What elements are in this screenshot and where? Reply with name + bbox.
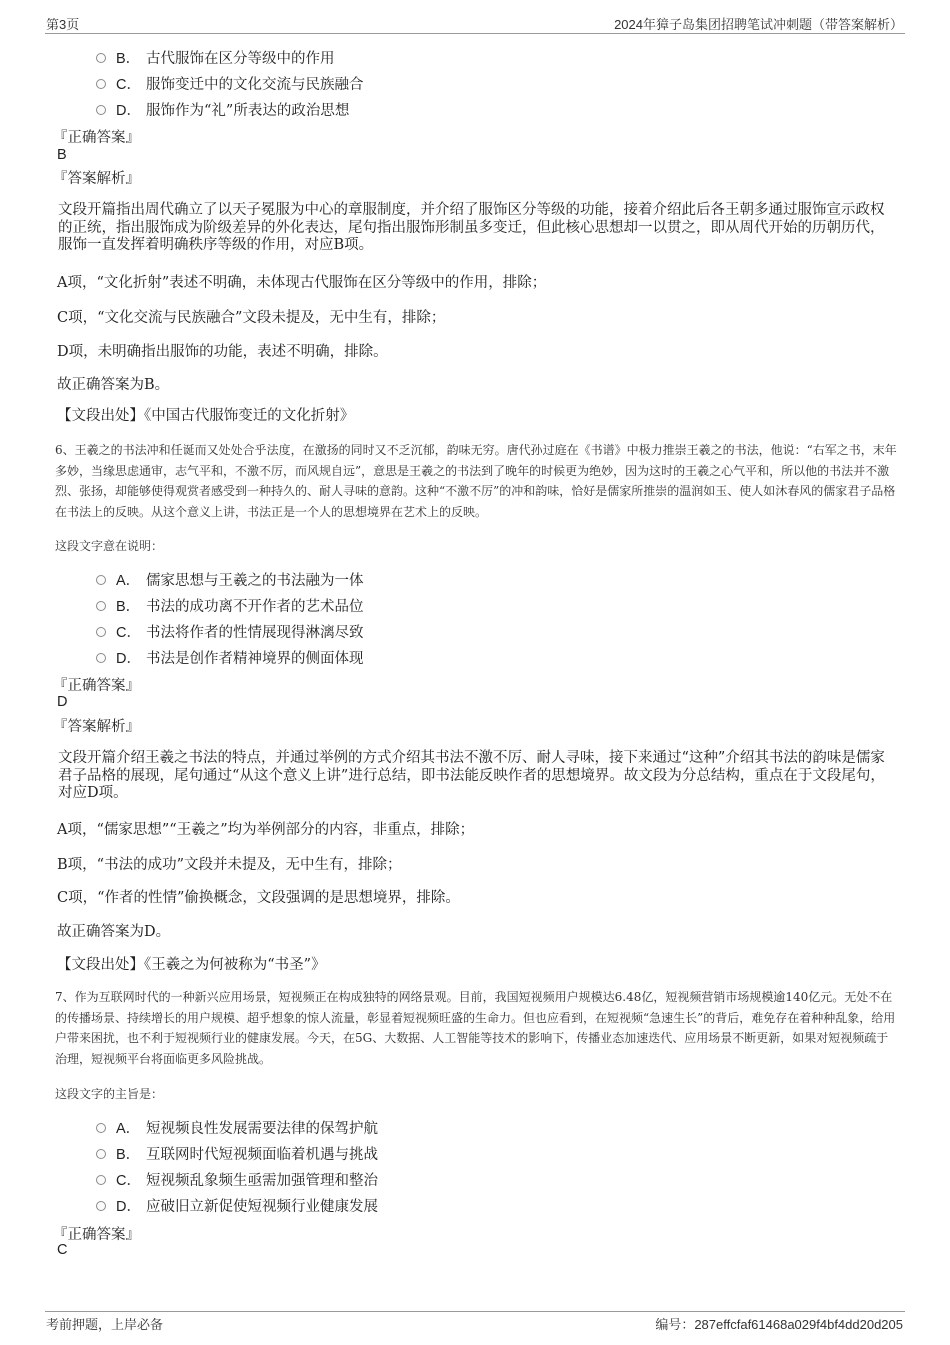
q5-note-d: D项，未明确指出服饰的功能，表述不明确，排除。: [57, 344, 388, 360]
radio-button-icon[interactable]: [96, 1123, 106, 1133]
q6-conclusion: 故正确答案为D。: [57, 924, 171, 940]
page-number: 第3页: [46, 17, 80, 32]
q5-option-c[interactable]: C． 服饰变迁中的文化交流与民族融合: [96, 73, 364, 93]
q7-prompt: 这段文字的主旨是：: [55, 1087, 164, 1101]
q7-question: 7、作为互联网时代的一种新兴应用场景，短视频正在构成独特的网络景观。目前，我国短视频用户规模达6.48亿，短视频营销市场规模逾140亿元。无处不在的传播场景、持续增长的用户规模、超乎想象的惊人流量，彰显着短视频旺盛的生命力。但也应看到，在短视频“急速生长”的背后，难免存在着种种乱象，给用户带来困扰，也不利于短视频行业的健康发展。今天，在5G、大数据、人工智能等技术的影响下，传播业态加速迭代、应用场景不断更新，如果对短视频疏于治理，短视频平台将面临更多风险挑战。: [55, 990, 896, 1066]
q5-note-a: A项，“文化折射”表述不明确，未体现古代服饰在区分等级中的作用，排除；: [57, 275, 547, 291]
q5-source: 【文段出处】《中国古代服饰变迁的文化折射》: [57, 408, 355, 424]
q6-question: 6、王羲之的书法冲和任诞而又处处合乎法度，在激扬的同时又不乏沉郁，韵味无穷。唐代孙过庭在《书谱》中极力推崇王羲之的书法，他说：“右军之书，末年多妙，当缘思虑通审，志气平和，不激不厉，而风规自远”，意思是王羲之的书法到了晚年的时候更为绝妙，因为这时的王羲之心气平和，所以他的书法并不激烈、张扬，却能够使得观赏者感受到一种持久的、耐人寻味的意韵。这种“不激不厉”的冲和韵味，恰好是儒家所推崇的温润如玉、使人如沐春风的儒家君子品格在书法上的反映。从这个意义上讲，书法正是一个人的思想境界在艺术上的反映。: [55, 443, 897, 519]
q6-prompt: 这段文字意在说明：: [55, 539, 164, 553]
q6-answer: D: [57, 694, 68, 710]
q5-conclusion: 故正确答案为B。: [57, 377, 170, 393]
document-title: 2024年獐子岛集团招聘笔试冲刺题（带答案解析）: [614, 17, 903, 32]
q6-source: 【文段出处】《王羲之为何被称为“书圣”》: [57, 957, 326, 973]
q6-option-a[interactable]: A． 儒家思想与王羲之的书法融为一体: [96, 569, 364, 589]
q7-option-d[interactable]: D． 应破旧立新促使短视频行业健康发展: [96, 1195, 378, 1215]
q5-option-d[interactable]: D． 服饰作为“礼”所表达的政治思想: [96, 99, 349, 119]
q5-analysis: 文段开篇指出周代确立了以天子冕服为中心的章服制度，并介绍了服饰区分等级的功能，接着介绍此后各王朝多通过服饰宣示政权的正统，指出服饰成为阶级差异的外化表达，尾句指出服饰形制虽多变迁，但此核心思想却一以贯之，即从周代开始的历朝历代，服饰一直发挥着明确秩序等级的作用，对应B项。: [58, 202, 885, 253]
radio-button-icon[interactable]: [96, 79, 106, 89]
q6-analysis: 文段开篇介绍王羲之书法的特点，并通过举例的方式介绍其书法不激不厉、耐人寻味，接下来通过“这种”介绍其书法的韵味是儒家君子品格的展现，尾句通过“从这个意义上讲”进行总结，即书法能反映作者的思想境界。故文段为分总结构，重点在于文段尾句，对应D项。: [58, 750, 885, 801]
q6-note-a: A项，“儒家思想”“王羲之”均为举例部分的内容，非重点，排除；: [57, 822, 475, 838]
radio-button-icon[interactable]: [96, 653, 106, 663]
q6-option-b[interactable]: B． 书法的成功离不开作者的艺术品位: [96, 595, 364, 615]
radio-button-icon[interactable]: [96, 627, 106, 637]
radio-button-icon[interactable]: [96, 601, 106, 611]
document-code: 编号：287effcfaf61468a029f4bf4dd20d205: [655, 1317, 903, 1332]
q6-note-c: C项，“作者的性情”偷换概念，文段强调的是思想境界，排除。: [57, 890, 460, 906]
q5-answer: B: [57, 147, 67, 163]
q6-option-d[interactable]: D． 书法是创作者精神境界的侧面体现: [96, 647, 364, 667]
q5-note-c: C项，“文化交流与民族融合”文段未提及，无中生有，排除；: [57, 310, 446, 326]
q5-analysis-label: 『答案解析』: [53, 171, 140, 187]
q6-note-b: B项，“书法的成功”文段并未提及，无中生有，排除；: [57, 857, 402, 873]
q6-option-c[interactable]: C． 书法将作者的性情展现得淋漓尽致: [96, 621, 364, 641]
q7-option-b[interactable]: B． 互联网时代短视频面临着机遇与挑战: [96, 1143, 378, 1163]
q7-option-a[interactable]: A． 短视频良性发展需要法律的保驾护航: [96, 1117, 378, 1137]
footer-divider: [45, 1311, 905, 1312]
q7-answer: C: [57, 1242, 68, 1258]
radio-button-icon[interactable]: [96, 1149, 106, 1159]
header-divider: [45, 33, 905, 34]
q6-analysis-label: 『答案解析』: [53, 719, 140, 735]
radio-button-icon[interactable]: [96, 105, 106, 115]
footer-slogan: 考前押题，上岸必备: [46, 1317, 164, 1332]
radio-button-icon[interactable]: [96, 1201, 106, 1211]
q7-answer-label: 『正确答案』: [53, 1227, 140, 1243]
q5-option-b[interactable]: B． 古代服饰在区分等级中的作用: [96, 47, 335, 67]
radio-button-icon[interactable]: [96, 1175, 106, 1185]
q6-answer-label: 『正确答案』: [53, 678, 140, 694]
radio-button-icon[interactable]: [96, 575, 106, 585]
q7-option-c[interactable]: C． 短视频乱象频生亟需加强管理和整治: [96, 1169, 378, 1189]
q5-answer-label: 『正确答案』: [53, 130, 140, 146]
radio-button-icon[interactable]: [96, 53, 106, 63]
